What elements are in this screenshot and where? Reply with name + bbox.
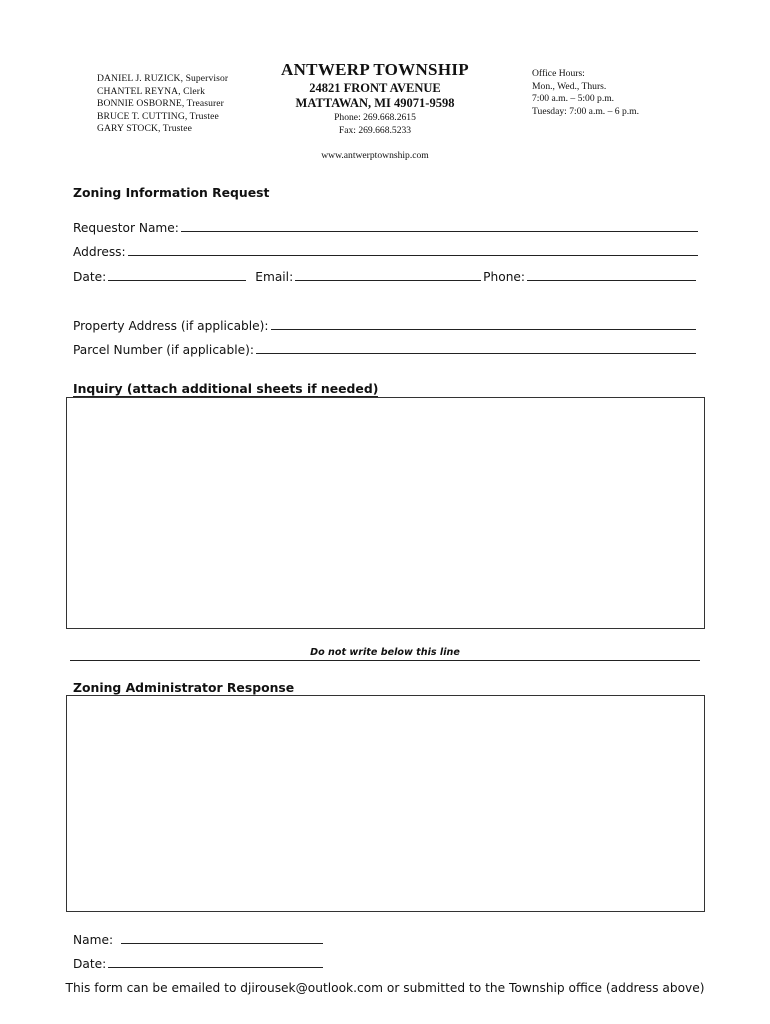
office-hours-title: Office Hours:: [532, 68, 585, 79]
official-trustee-2: GARY STOCK, Trustee: [97, 123, 192, 135]
do-not-write-note: Do not write below this line: [310, 647, 460, 658]
requestor-label: Requestor Name:: [73, 221, 179, 235]
admin-date-field[interactable]: [108, 955, 323, 968]
date2-label: Date:: [73, 957, 107, 971]
website-link[interactable]: www.antwerptownship.com: [321, 150, 429, 161]
address-field[interactable]: [128, 243, 698, 256]
inquiry-box[interactable]: [66, 397, 705, 629]
phone-label: Phone:: [483, 270, 526, 284]
divider-line: [70, 660, 700, 661]
office-hours: [532, 68, 639, 118]
phone-field[interactable]: [527, 268, 696, 281]
phone-number: Phone: 269.668.2615: [334, 112, 416, 123]
official-trustee-1: BRUCE T. CUTTING, Trustee: [97, 110, 219, 122]
requestor-name-field[interactable]: [181, 219, 698, 232]
date-label: Date:: [73, 270, 107, 284]
name-row: [73, 931, 323, 947]
official-clerk: CHANTEL REYNA, Clerk: [97, 85, 205, 97]
name-label: Name:: [73, 933, 114, 947]
property-label: Property Address (if applicable):: [73, 319, 269, 333]
response-box[interactable]: [66, 695, 705, 912]
official-treasurer: BONNIE OSBORNE, Treasurer: [97, 98, 224, 110]
parcel-label: Parcel Number (if applicable):: [73, 343, 254, 357]
parcel-number-field[interactable]: [256, 341, 696, 354]
property-address-field[interactable]: [271, 317, 696, 330]
street-address: 24821 FRONT AVENUE: [309, 81, 441, 95]
address-label: Address:: [73, 245, 126, 259]
fax-number: Fax: 269.668.5233: [338, 125, 412, 136]
admin-name-field[interactable]: [121, 931, 323, 944]
city-address: MATTAWAN, MI 49071-9598: [295, 96, 455, 110]
form-title: Zoning Information Request: [73, 185, 270, 200]
response-heading: Zoning Administrator Response: [73, 680, 295, 695]
contact-row: [73, 268, 696, 284]
township-name: ANTWERP TOWNSHIP: [281, 60, 469, 79]
office-hours-tuesday: Tuesday: 7:00 a.m. – 6 p.m.: [532, 105, 640, 117]
parcel-row: [73, 341, 696, 357]
township-header: [270, 60, 480, 137]
address-row: [73, 243, 698, 259]
office-hours-time: 7:00 a.m. – 5:00 p.m.: [532, 93, 615, 104]
email-label: Email:: [255, 270, 294, 284]
date-field[interactable]: [108, 268, 246, 281]
official-supervisor: DANIEL J. RUZICK, Supervisor: [97, 73, 229, 84]
date2-row: [73, 955, 323, 971]
office-hours-days: Mon., Wed., Thurs.: [532, 80, 607, 92]
footer-note: This form can be emailed to djirousek@outlook.com or submitted to the Township office (address above): [65, 981, 705, 995]
email-field[interactable]: [295, 268, 481, 281]
officials-list: [97, 73, 228, 136]
property-row: [73, 317, 696, 333]
requestor-row: [73, 219, 698, 235]
inquiry-heading: Inquiry (attach additional sheets if needed): [73, 381, 379, 396]
